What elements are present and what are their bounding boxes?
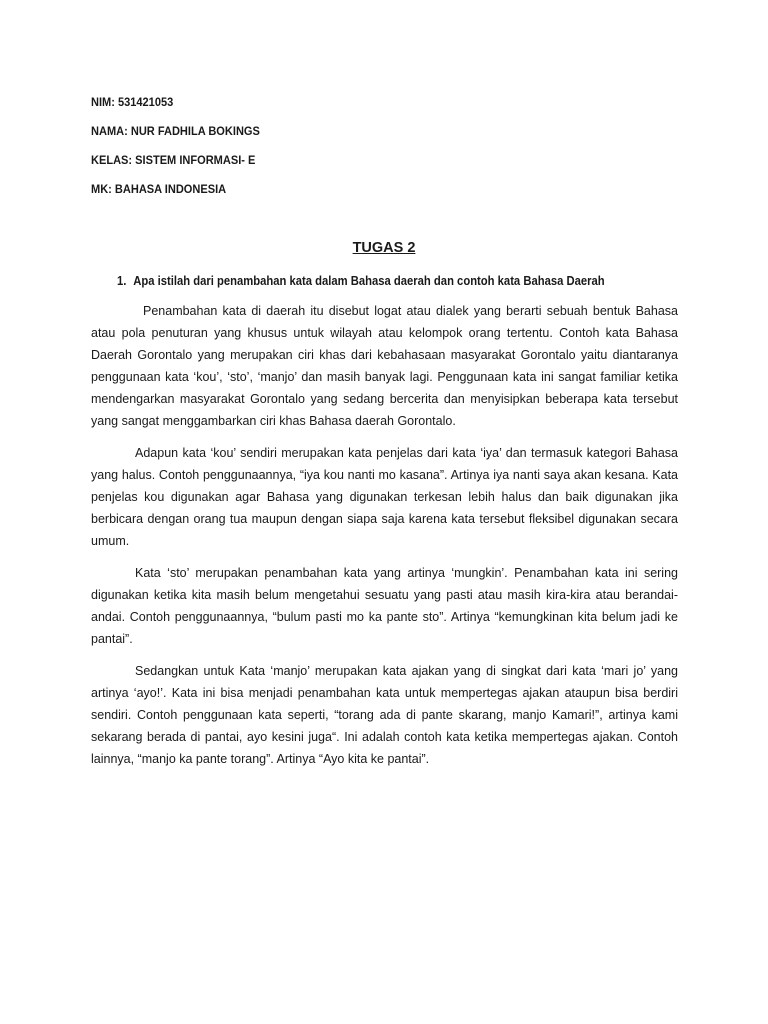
- course-name: MK: BAHASA INDONESIA: [91, 182, 227, 196]
- student-class: KELAS: SISTEM INFORMASI- E: [91, 153, 256, 167]
- question-item: [117, 274, 605, 288]
- student-name: NAMA: NUR FADHILA BOKINGS: [91, 124, 260, 138]
- answer-paragraph-1: Penambahan kata di daerah itu disebut logat atau dialek yang berarti sebuah bentuk Bahasa atau pola penuturan yang khusus untuk wilayah atau kelompok orang tertentu. Contoh kata Bahasa Daerah Gorontalo yang merupakan ciri khas dari kebahasaan masyarakat Gorontalo yaitu diantaranya penggunaan kata ‘kou’, ‘sto’, ‘manjo’ dan masih banyak lagi. Penggunaan kata ini sangat familiar ketika mendengarkan masyarakat Gorontalo yang sedang bercerita dan menyisipkan beberapa kata tersebut yang sangat menggambarkan ciri khas Bahasa daerah Gorontalo.: [91, 304, 678, 428]
- question-text: Apa istilah dari penambahan kata dalam Bahasa daerah dan contoh kata Bahasa Daerah: [133, 274, 605, 288]
- answer-paragraph-4: Sedangkan untuk Kata ‘manjo’ merupakan kata ajakan yang di singkat dari kata ‘mari jo’ yang artinya ‘ayo!’. Kata ini bisa menjadi penambahan kata untuk mempertegas ajakan ataupun bisa berdiri sendiri. Contoh penggunaan kata seperti, “torang ada di pante skarang, manjo Kamari!”, artinya kami sekarang berada di pantai, ayo kesini juga“. Ini adalah contoh kata ketika mempertegas ajakan. Contoh lainnya, “manjo ka pante torang”. Artinya “Ayo kita ke pantai”.: [91, 664, 678, 766]
- student-nim: NIM: 531421053: [91, 95, 174, 109]
- answer-paragraph-2: Adapun kata ‘kou’ sendiri merupakan kata penjelas dari kata ‘iya’ dan termasuk kategori Bahasa yang halus. Contoh penggunaannya, “iya kou nanti mo kasana”. Artinya iya nanti saya akan kesana. Kata penjelas kou digunakan agar Bahasa yang digunakan terkesan lebih halus dan baik digunakan jika berbicara dengan orang tua maupun dengan siapa saja karena kata tersebut fleksibel digunakan secara umum.: [91, 446, 678, 548]
- answer-body: [91, 300, 678, 780]
- assignment-title: TUGAS 2: [352, 240, 416, 256]
- answer-paragraph-3: Kata ‘sto’ merupakan penambahan kata yang artinya ‘mungkin’. Penambahan kata ini sering digunakan ketika kita masih belum mengetahui sesuatu yang pasti atau masih kira-kira atau berandai-andai. Contoh penggunaannya, “bulum pasti mo ka pante sto”. Artinya “kemungkinan kita belum jadi ke pantai”.: [91, 566, 678, 646]
- question-number: 1.: [117, 274, 127, 288]
